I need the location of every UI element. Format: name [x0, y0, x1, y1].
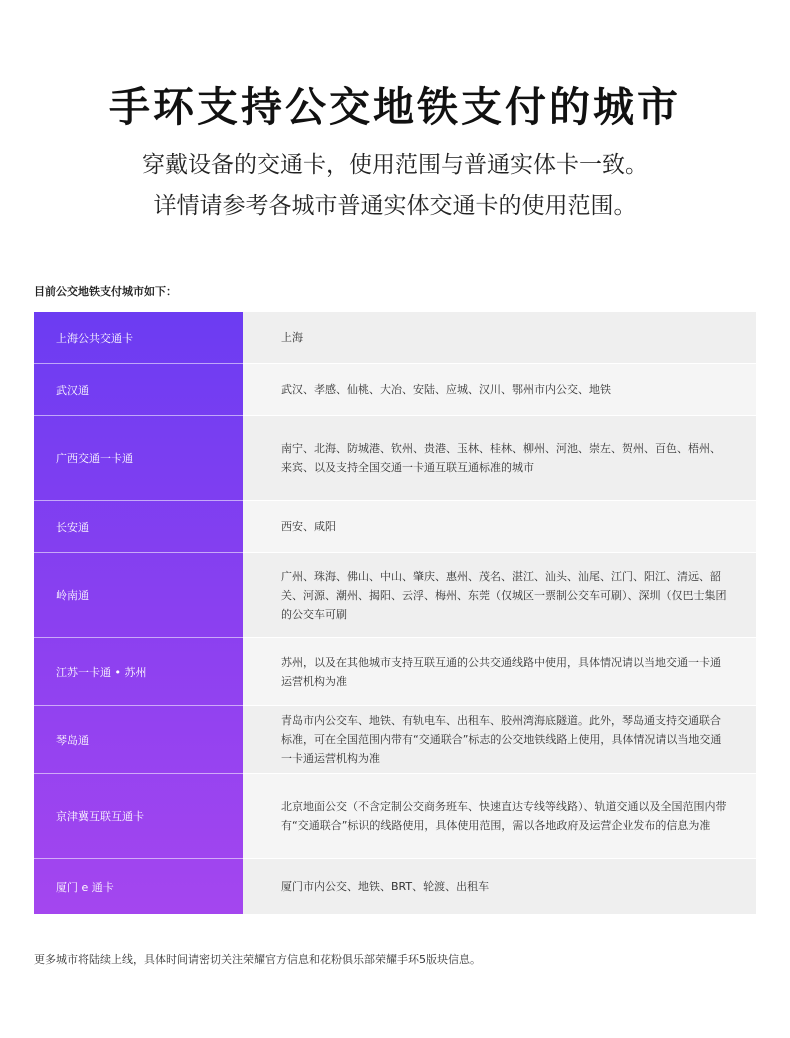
card-name: 长安通 [34, 501, 243, 553]
card-cities: 广州、珠海、佛山、中山、肇庆、惠州、茂名、湛江、汕头、汕尾、江门、阳江、清远、韶关、河源、潮州、揭阳、云浮、梅州、东莞（仅城区一票制公交车可刷）、深圳（仅巴士集团的公交车可刷 [243, 553, 756, 638]
card-name: 厦门 e 通卡 [56, 880, 114, 894]
card-cities: 青岛市内公交车、地铁、有轨电车、出租车、胶州湾海底隧道。此外，琴岛通支持交通联合标准，可在全国范围内带有“交通联合”标志的公交地铁线路上使用，具体情况请以当地交通一卡通运营机构为准 [243, 706, 756, 774]
page-title: 手环支持公交地铁支付的城市 [109, 83, 681, 131]
table-row [34, 553, 756, 638]
table-row [34, 706, 756, 774]
card-cities: 苏州，以及在其他城市支持互联互通的公共交通线路中使用，具体情况请以当地交通一卡通运营机构为准 [243, 638, 756, 706]
table-row [34, 416, 756, 501]
card-name: 上海公共交通卡 [34, 312, 243, 364]
card-name: 岭南通 [34, 553, 243, 638]
city-table [34, 312, 756, 914]
card-cities: 北京地面公交（不含定制公交商务班车、快速直达专线等线路）、轨道交通以及全国范围内带有“交通联合”标识的线路使用，具体使用范围，需以各地政府及运营企业发布的信息为准 [243, 774, 756, 859]
footer-note: 更多城市将陆续上线，具体时间请密切关注荣耀官方信息和花粉俱乐部荣耀手环5版块信息。 [34, 953, 481, 966]
card-cities: 西安、咸阳 [243, 501, 756, 553]
card-cities: 上海 [243, 312, 756, 364]
subtitle-line-1: 穿戴设备的交通卡，使用范围与普通实体卡一致。 [142, 152, 648, 178]
card-name: 京津冀互联互通卡 [34, 774, 243, 859]
card-name: 江苏一卡通 • 苏州 [34, 638, 243, 706]
card-name: 武汉通 [34, 364, 243, 416]
card-cities: 厦门市内公交、地铁、BRT、轮渡、出租车 [243, 859, 756, 914]
table-row [34, 312, 756, 364]
table-row [34, 774, 756, 859]
table-row [34, 501, 756, 553]
table-row [34, 859, 756, 914]
table-row [34, 638, 756, 706]
card-cities: 南宁、北海、防城港、钦州、贵港、玉林、桂林、柳州、河池、崇左、贺州、百色、梧州、来宾、以及支持全国交通一卡通互联互通标准的城市 [243, 416, 756, 501]
card-cities: 武汉、孝感、仙桃、大冶、安陆、应城、汉川、鄂州市内公交、地铁 [243, 364, 756, 416]
card-name: 琴岛通 [34, 706, 243, 774]
card-name: 广西交通一卡通 [34, 416, 243, 501]
intro-text: 目前公交地铁支付城市如下： [34, 285, 177, 298]
subtitle-line-2: 详情请参考各城市普通实体交通卡的使用范围。 [153, 193, 637, 219]
table-row [34, 364, 756, 416]
